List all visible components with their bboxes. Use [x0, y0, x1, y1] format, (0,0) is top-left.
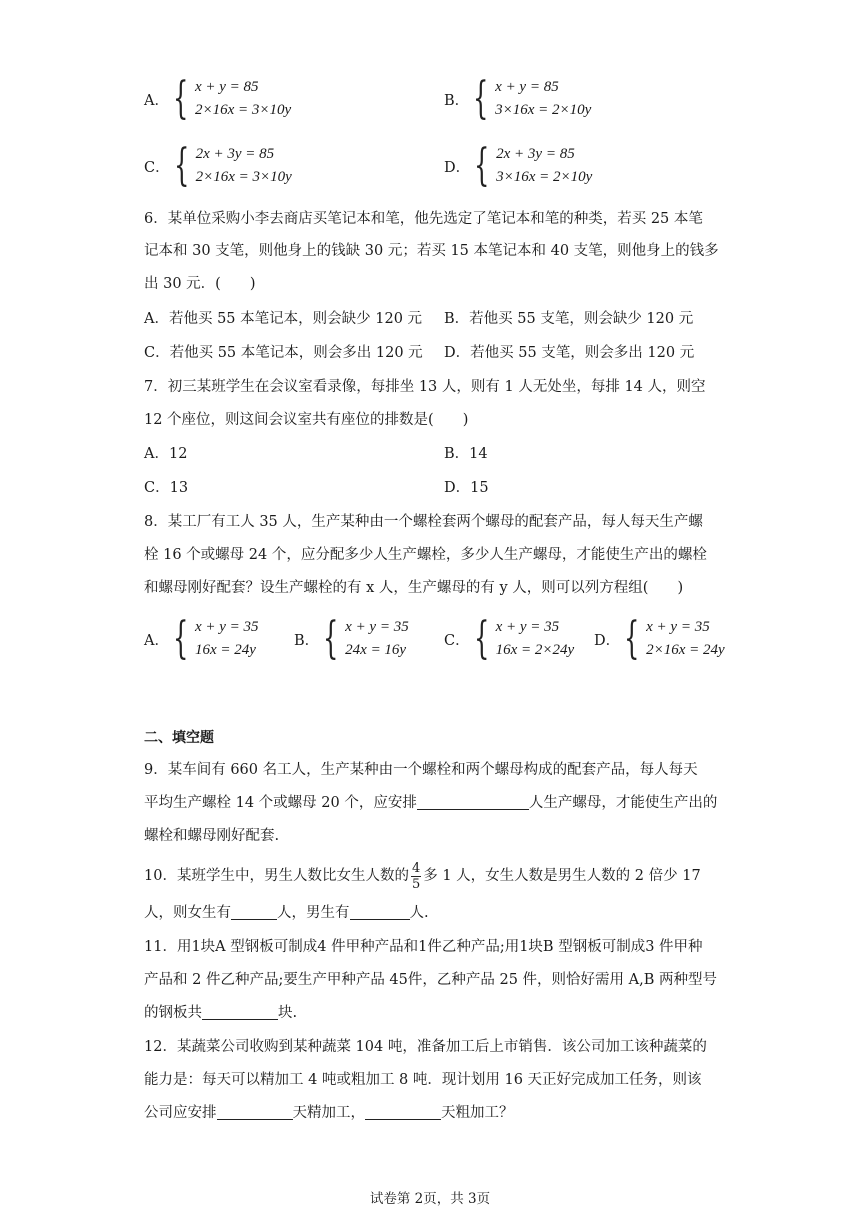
q6-option-c: C．若他买 55 本笔记本，则会多出 120 元 — [144, 345, 423, 361]
brace-icon: { — [473, 73, 489, 124]
q11-line-3: 的钢板共 块. — [144, 1005, 298, 1021]
q5-option-a: A． { x + y = 85 2×16x = 3×10y — [144, 73, 292, 124]
q5-option-d: D． { 2x + 3y = 85 3×16x = 2×10y — [444, 140, 593, 191]
q7-option-b: B．14 — [444, 446, 488, 462]
q6-line-3: 出 30 元．( ) — [144, 276, 256, 292]
q9-line-3: 螺栓和螺母刚好配套. — [144, 828, 280, 844]
brace-icon: { — [624, 613, 640, 664]
section-title: 二、填空题 — [144, 730, 214, 746]
q5-option-c: C． { 2x + 3y = 85 2×16x = 3×10y — [144, 140, 292, 191]
brace-icon: { — [323, 613, 339, 664]
answer-blank[interactable] — [202, 1003, 278, 1020]
q10-line-1: 10．某班学生中，男生人数比女生人数的 $\frac{4}{5}$ 多 1 人，女生人数是男生人数的 2 倍少 17 — [144, 860, 701, 892]
q11-line-1: 11．用1块A 型钢板可制成4 件甲种产品和1件乙种产品;用1块B 型钢板可制成3 件甲种 — [144, 939, 703, 955]
q6-option-a: A．若他买 55 本笔记本，则会缺少 120 元 — [144, 311, 423, 327]
q8-option-a: A． { x + y = 35 16x = 24y — [144, 613, 259, 664]
brace-icon: { — [172, 613, 189, 664]
q11-line-2: 产品和 2 件乙种产品;要生产甲种产品 45件，乙种产品 25 件，则恰好需用 A,B 两种型号 — [144, 972, 718, 988]
q6-line-2: 记本和 30 支笔，则他身上的钱缺 30 元；若买 15 本笔记本和 40 支笔，则他身上的钱多 — [144, 243, 719, 259]
brace-icon: { — [473, 613, 490, 664]
q8-line-2: 栓 16 个或螺母 24 个，应分配多少人生产螺栓，多少人生产螺母，才能使生产出的螺栓 — [144, 547, 707, 563]
brace-icon: { — [474, 140, 490, 191]
brace-icon: { — [173, 140, 190, 191]
q8-option-c: C． { x + y = 35 16x = 2×24y — [444, 613, 575, 664]
page-footer: 试卷第 2页，共 3页 — [369, 1191, 491, 1207]
fraction: $\frac{4}{5}$ — [411, 860, 421, 892]
q8-line-3: 和螺母刚好配套？设生产螺栓的有 x 人，生产螺母的有 y 人，则可以列方程组( ) — [144, 580, 684, 596]
brace-icon: { — [172, 73, 189, 124]
q7-line-1: 7．初三某班学生在会议室看录像，每排坐 13 人，则有 1 人无处坐，每排 14 人，则空 — [144, 379, 706, 395]
q8-line-1: 8．某工厂有工人 35 人，生产某种由一个螺栓套两个螺母的配套产品，每人每天生产螺 — [144, 514, 703, 530]
answer-blank[interactable] — [350, 903, 410, 920]
q7-option-a: A．12 — [144, 446, 188, 462]
q12-line-3: 公司应安排 天精加工， 天粗加工？ — [144, 1105, 514, 1121]
q8-option-d: D． { x + y = 35 2×16x = 24y — [594, 613, 725, 664]
q7-option-c: C．13 — [144, 480, 189, 496]
q12-line-1: 12．某蔬菜公司收购到某种蔬菜 104 吨，准备加工后上市销售．该公司加工该种蔬菜的 — [144, 1039, 707, 1055]
q10-line-2: 人，则女生有 人，男生有 人. — [144, 905, 429, 921]
q8-option-b: B． { x + y = 35 24x = 16y — [294, 613, 409, 664]
answer-blank[interactable] — [365, 1103, 441, 1120]
answer-blank[interactable] — [217, 1103, 293, 1120]
q6-option-b: B．若他买 55 支笔，则会缺少 120 元 — [444, 311, 694, 327]
answer-blank[interactable] — [231, 903, 277, 920]
q6-line-1: 6．某单位采购小李去商店买笔记本和笔，他先选定了笔记本和笔的种类，若买 25 本笔 — [144, 211, 703, 227]
q6-option-d: D．若他买 55 支笔，则会多出 120 元 — [444, 345, 695, 361]
q5-option-b: B． { x + y = 85 3×16x = 2×10y — [444, 73, 592, 124]
q7-option-d: D．15 — [444, 480, 489, 496]
answer-blank[interactable] — [417, 793, 529, 810]
q12-line-2: 能力是：每天可以精加工 4 吨或粗加工 8 吨．现计划用 16 天正好完成加工任务，则该 — [144, 1072, 702, 1088]
q7-line-2: 12 个座位，则这间会议室共有座位的排数是( ) — [144, 412, 469, 428]
q9-line-1: 9．某车间有 660 名工人，生产某种由一个螺栓和两个螺母构成的配套产品，每人每天 — [144, 762, 698, 778]
q9-line-2: 平均生产螺栓 14 个或螺母 20 个，应安排 人生产螺母，才能使生产出的 — [144, 795, 718, 811]
